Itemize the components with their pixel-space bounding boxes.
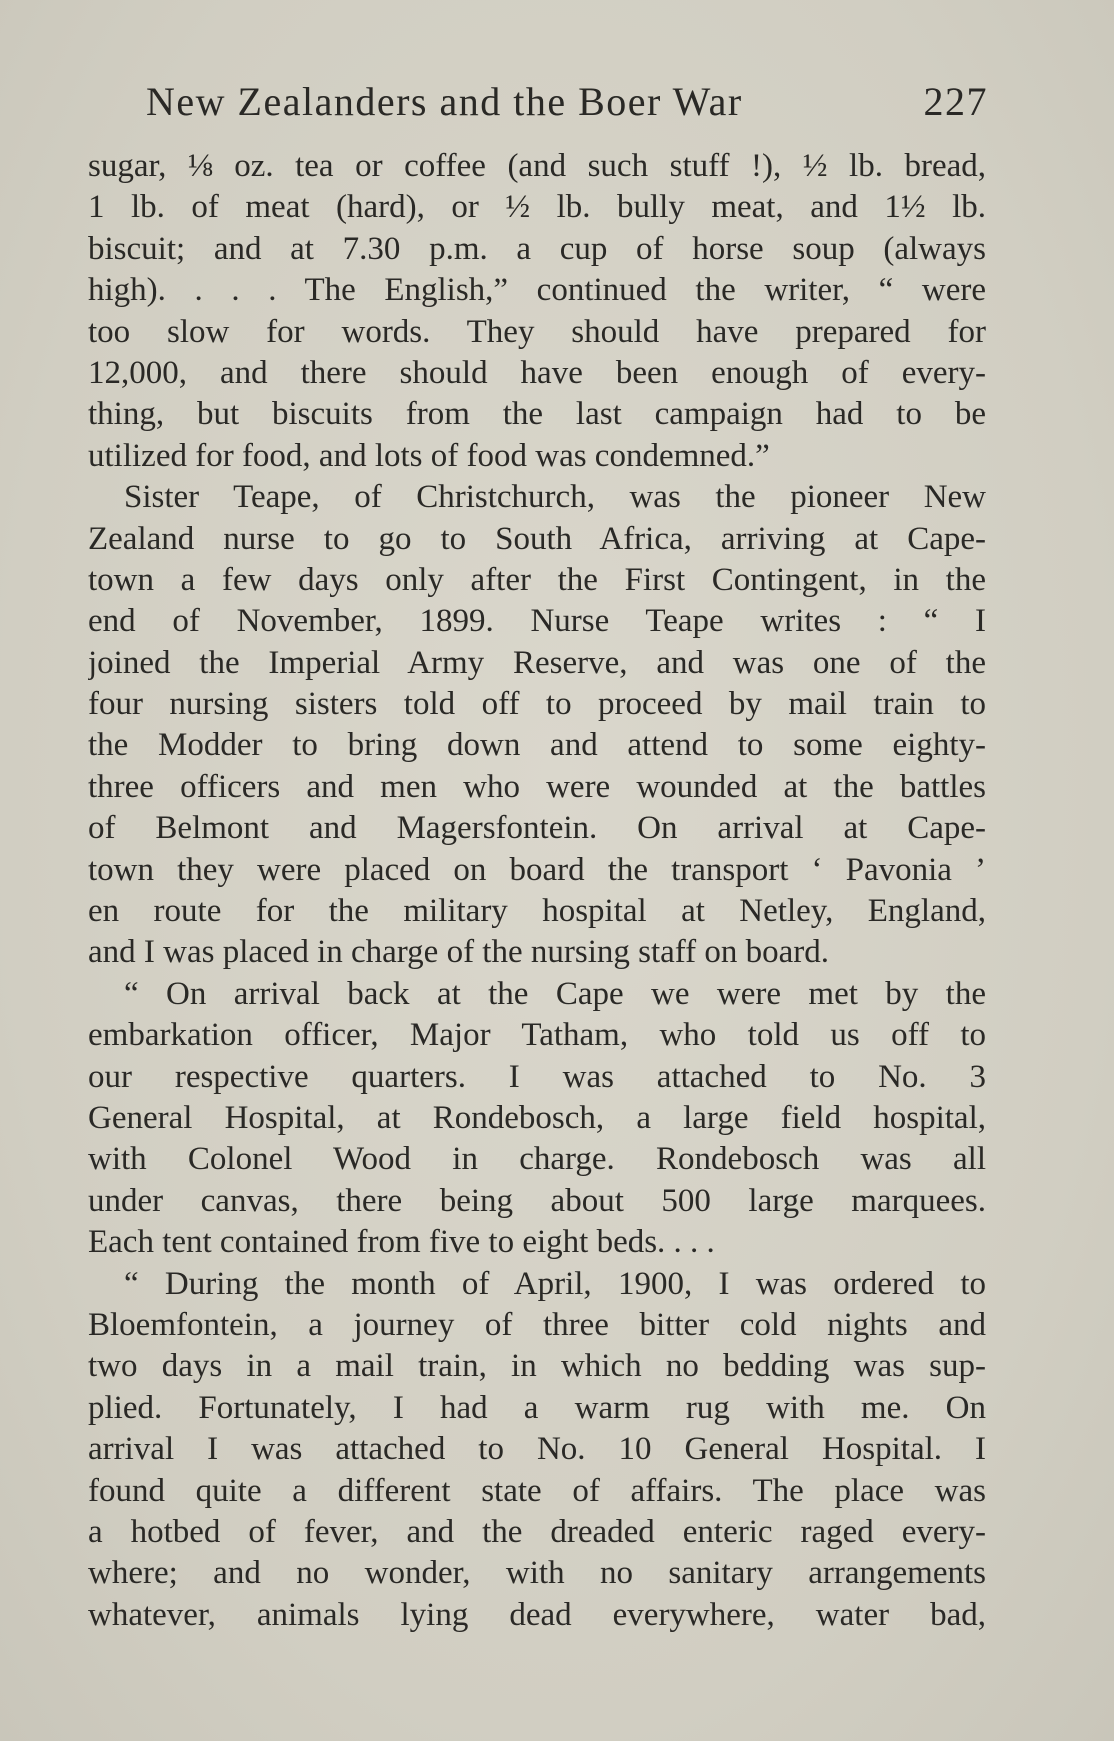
text-line: Zealand nurse to go to South Africa, arriving at Cape-: [88, 520, 986, 557]
text-line: General Hospital, at Rondebosch, a large field hospital,: [88, 1099, 986, 1136]
text-line: Sister Teape, of Christchurch, was the pioneer New: [124, 479, 986, 516]
text-line: 12,000, and there should have been enough of every-: [88, 354, 986, 391]
text-line: sugar, ⅛ oz. tea or coffee (and such stuff !), ½ lb. bread,: [88, 148, 986, 184]
text-line: high). . . . The English,” continued the writer, “ were: [88, 272, 986, 309]
text-line: under canvas, there being about 500 large marquees.: [88, 1182, 986, 1219]
text-line: embarkation officer, Major Tatham, who told us off to: [88, 1017, 986, 1054]
text-line: en route for the military hospital at Netley, England,: [88, 893, 986, 930]
text-line: and I was placed in charge of the nursing staff on board.: [88, 934, 830, 971]
text-line: where; and no wonder, with no sanitary arrangements: [88, 1555, 986, 1592]
text-line: arrival I was attached to No. 10 General Hospital. I: [88, 1431, 986, 1468]
text-line: “ On arrival back at the Cape we were met by the: [124, 975, 986, 1012]
text-line: Each tent contained from five to eight beds. . . .: [88, 1224, 715, 1261]
text-line: two days in a mail train, in which no bedding was sup-: [88, 1348, 986, 1385]
text-line: utilized for food, and lots of food was condemned.”: [88, 437, 770, 474]
running-head-title: New Zealanders and the Boer War: [146, 79, 743, 124]
page-number: 227: [923, 79, 988, 124]
text-line: biscuit; and at 7.30 p.m. a cup of horse soup (always: [88, 230, 986, 267]
text-line: found quite a different state of affairs. The place was: [88, 1472, 986, 1509]
text-line: 1 lb. of meat (hard), or ½ lb. bully meat, and 1½ lb.: [88, 189, 986, 226]
text-line: whatever, animals lying dead everywhere, water bad,: [88, 1596, 986, 1633]
text-line: the Modder to bring down and attend to some eighty-: [88, 727, 986, 764]
text-line: town a few days only after the First Contingent, in the: [88, 561, 986, 598]
text-line: too slow for words. They should have prepared for: [88, 313, 986, 350]
text-line: plied. Fortunately, I had a warm rug with me. On: [88, 1389, 986, 1426]
body-text: [88, 146, 986, 1636]
text-line: a hotbed of fever, and the dreaded enteric raged every-: [88, 1513, 986, 1550]
text-line: town they were placed on board the transport ‘ Pavonia ’: [88, 851, 986, 888]
text-line: thing, but biscuits from the last campaign had to be: [88, 396, 986, 433]
text-line: four nursing sisters told off to proceed by mail train to: [88, 686, 986, 723]
text-line: end of November, 1899. Nurse Teape writes : “ I: [88, 603, 986, 640]
text-line: “ During the month of April, 1900, I was ordered to: [124, 1265, 986, 1302]
text-line: our respective quarters. I was attached to No. 3: [88, 1058, 986, 1095]
running-head: [146, 74, 988, 130]
text-line: three officers and men who were wounded at the battles: [88, 768, 986, 805]
text-line: of Belmont and Magersfontein. On arrival at Cape-: [88, 810, 986, 847]
text-line: Bloemfontein, a journey of three bitter cold nights and: [88, 1306, 986, 1343]
text-line: with Colonel Wood in charge. Rondebosch was all: [88, 1141, 986, 1178]
text-line: joined the Imperial Army Reserve, and was one of the: [88, 644, 986, 681]
